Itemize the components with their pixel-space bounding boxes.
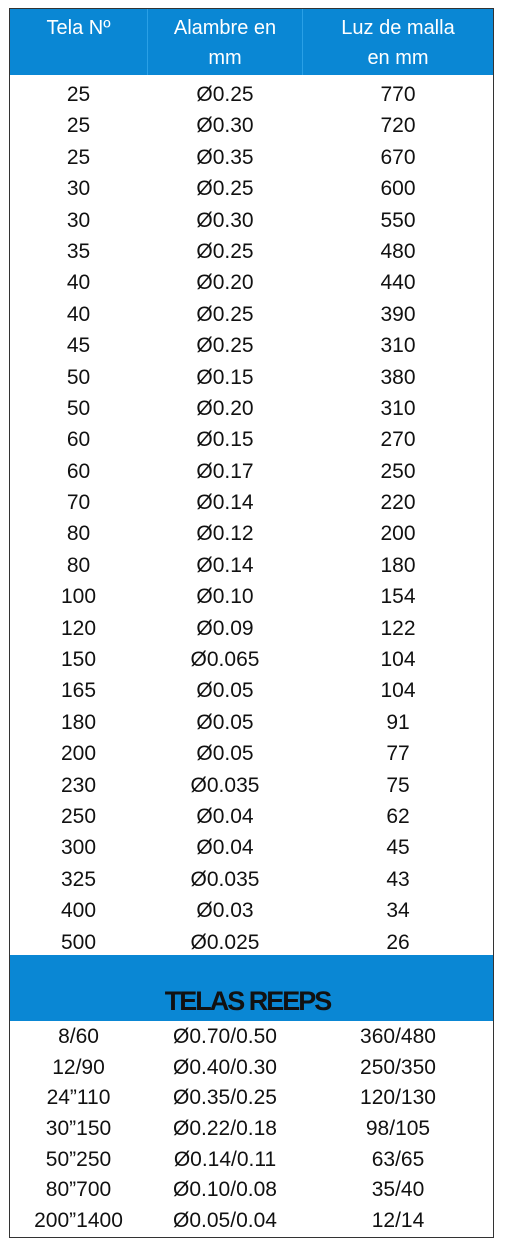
table-row [10,1022,493,1053]
table-row [10,927,493,958]
header-alambre-line2: mm [208,47,242,69]
cell-luz: 122 [380,616,416,640]
cell-alambre: Ø0.035 [190,867,260,891]
cell-tela: 300 [60,836,97,860]
cell-tela: 200”1400 [34,1209,123,1233]
cell-luz: 310 [380,334,416,358]
cell-alambre: Ø0.25 [196,83,254,106]
cell-tela: 165 [60,679,97,703]
table-row [10,770,493,801]
table-row [10,864,493,895]
cell-luz: 770 [380,83,416,106]
table-row [10,1145,493,1176]
cell-alambre: Ø0.20 [196,396,254,420]
cell-alambre: Ø0.12 [196,522,254,546]
table-row [10,550,493,581]
cell-luz: 63/65 [371,1147,425,1171]
cell-luz: 670 [380,145,416,169]
cell-luz: 270 [380,428,416,452]
cell-alambre: Ø0.25 [196,239,254,263]
cell-tela: 40 [66,302,91,326]
cell-luz: 120/130 [360,1086,436,1110]
cell-luz: 310 [380,396,416,420]
cell-tela: 12/90 [52,1055,105,1079]
cell-tela: 325 [60,867,97,891]
table-row [10,1175,493,1206]
table-row [10,1083,493,1114]
cell-alambre: Ø0.03 [196,899,254,923]
cell-tela: 150 [60,648,97,672]
cell-tela: 400 [60,899,97,923]
table-row [10,173,493,204]
cell-luz: 360/480 [360,1025,436,1048]
cell-luz: 200 [380,522,416,546]
header-luz-line1: Luz de malla [341,17,455,39]
cell-alambre: Ø0.05/0.04 [173,1209,277,1233]
table-row [10,1053,493,1084]
table-row [10,675,493,706]
cell-tela: 24”110 [46,1086,111,1110]
cell-luz: 250/350 [360,1055,436,1079]
cell-tela: 500 [60,930,97,954]
table-header [10,9,493,75]
cell-alambre: Ø0.20 [196,271,254,295]
cell-tela: 100 [60,585,97,609]
cell-alambre: Ø0.30 [196,208,254,232]
cell-luz: 98/105 [365,1117,431,1141]
table-row [10,79,493,110]
cell-alambre: Ø0.10/0.08 [173,1178,277,1202]
cell-alambre: Ø0.35 [196,145,254,169]
cell-alambre: Ø0.17 [196,459,254,483]
cell-luz: 35/40 [371,1178,425,1202]
cell-alambre: Ø0.035 [190,773,260,797]
table-row [10,393,493,424]
cell-luz: 250 [380,459,416,483]
cell-alambre: Ø0.22/0.18 [173,1117,277,1141]
cell-tela: 80 [66,553,91,577]
header-alambre-line1: Alambre en [173,17,277,39]
cell-tela: 120 [60,616,97,640]
cell-alambre: Ø0.04 [196,836,254,860]
cell-tela: 25 [66,145,91,169]
cell-alambre: Ø0.25 [196,177,254,201]
cell-alambre: Ø0.40/0.30 [173,1055,277,1079]
table-row [10,110,493,141]
cell-tela: 80”700 [45,1178,112,1202]
section-title: TELAS REEPS [164,986,331,1016]
cell-alambre: Ø0.70/0.50 [173,1025,277,1048]
cell-tela: 180 [60,710,97,734]
table-row [10,518,493,549]
mesh-table [9,8,494,1238]
cell-tela: 70 [66,491,91,515]
cell-tela: 200 [60,742,97,766]
cell-tela: 50”250 [45,1147,112,1171]
cell-alambre: Ø0.14 [196,553,254,577]
cell-luz: 220 [380,491,416,515]
cell-luz: 550 [380,208,416,232]
cell-luz: 12/14 [371,1209,425,1233]
cell-tela: 60 [66,428,91,452]
cell-alambre: Ø0.05 [196,710,254,734]
cell-alambre: Ø0.15 [196,365,254,389]
cell-luz: 34 [386,899,410,923]
cell-alambre: Ø0.15 [196,428,254,452]
table-row [10,581,493,612]
table-row [10,738,493,769]
header-tela [10,9,147,75]
cell-tela: 25 [66,114,91,138]
table-row [10,299,493,330]
reeps-table-body [10,1022,493,1237]
cell-luz: 440 [380,271,416,295]
table-body [10,79,493,958]
table-row [10,707,493,738]
table-row [10,613,493,644]
cell-tela: 50 [66,396,91,420]
table-row [10,362,493,393]
table-row [10,895,493,926]
section-band [10,955,493,1021]
cell-luz: 480 [380,239,416,263]
cell-luz: 43 [386,867,410,891]
cell-luz: 600 [380,177,416,201]
table-row [10,330,493,361]
cell-alambre: Ø0.35/0.25 [173,1086,277,1110]
cell-luz: 154 [380,585,416,609]
cell-tela: 30 [66,208,91,232]
cell-tela: 45 [66,334,91,358]
cell-tela: 25 [66,83,91,106]
cell-luz: 75 [386,773,410,797]
header-luz-line2: en mm [367,47,429,69]
cell-tela: 8/60 [58,1025,99,1048]
cell-luz: 45 [386,836,410,860]
cell-alambre: Ø0.10 [196,585,254,609]
cell-tela: 30 [66,177,91,201]
cell-luz: 104 [380,679,416,703]
cell-tela: 40 [66,271,91,295]
table-row [10,142,493,173]
cell-alambre: Ø0.25 [196,302,254,326]
cell-luz: 77 [386,742,410,766]
header-tela-label: Tela Nº [46,17,111,39]
table-row [10,267,493,298]
cell-tela: 50 [66,365,91,389]
cell-luz: 380 [380,365,416,389]
cell-alambre: Ø0.09 [196,616,254,640]
cell-luz: 62 [386,804,410,828]
table-row [10,205,493,236]
table-row [10,801,493,832]
table-row [10,644,493,675]
cell-alambre: Ø0.025 [190,930,260,954]
header-alambre [147,9,303,75]
cell-tela: 80 [66,522,91,546]
header-luz [303,9,493,75]
cell-alambre: Ø0.065 [190,648,260,672]
cell-luz: 104 [380,648,416,672]
table-row [10,236,493,267]
cell-tela: 60 [66,459,91,483]
cell-alambre: Ø0.05 [196,742,254,766]
cell-tela: 35 [66,239,91,263]
table-row [10,456,493,487]
cell-alambre: Ø0.14 [196,491,254,515]
cell-tela: 230 [60,773,97,797]
cell-luz: 91 [386,710,410,734]
cell-alambre: Ø0.14/0.11 [173,1147,277,1171]
cell-luz: 720 [380,114,416,138]
table-row [10,424,493,455]
cell-luz: 26 [386,930,410,954]
cell-alambre: Ø0.25 [196,334,254,358]
cell-tela: 250 [60,804,97,828]
cell-alambre: Ø0.05 [196,679,254,703]
cell-tela: 30”150 [45,1117,112,1141]
table-row [10,1206,493,1237]
table-row [10,832,493,863]
table-row [10,487,493,518]
cell-alambre: Ø0.30 [196,114,254,138]
table-row [10,1114,493,1145]
cell-luz: 390 [380,302,416,326]
cell-alambre: Ø0.04 [196,804,254,828]
cell-luz: 180 [380,553,416,577]
